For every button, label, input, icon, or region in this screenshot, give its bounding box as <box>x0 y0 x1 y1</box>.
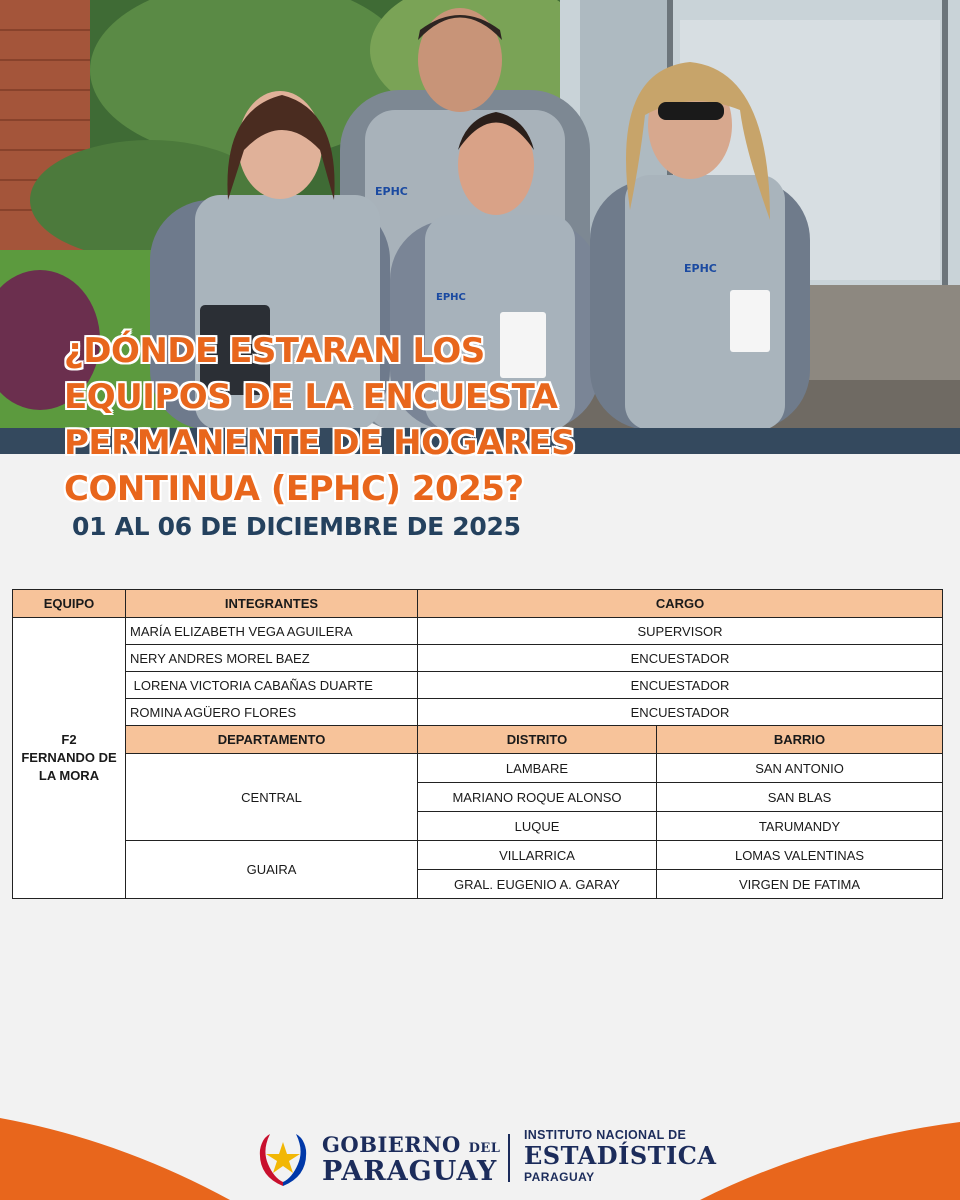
team-table <box>12 589 943 899</box>
header-role: CARGO <box>418 590 943 618</box>
department-cell: GUAIRA <box>126 841 418 899</box>
member-name: MARÍA ELIZABETH VEGA AGUILERA <box>126 618 418 645</box>
ine-wordmark <box>524 1128 716 1184</box>
district-cell: MARIANO ROQUE ALONSO <box>418 783 657 812</box>
table-row <box>13 672 943 699</box>
table-row <box>13 645 943 672</box>
gobierno-wordmark <box>322 1132 500 1187</box>
team-code: F2 <box>61 732 77 747</box>
district-cell: LUQUE <box>418 812 657 841</box>
vest-label: EPHC <box>684 262 717 275</box>
header-team: EQUIPO <box>13 590 126 618</box>
member-name: NERY ANDRES MOREL BAEZ <box>126 645 418 672</box>
member-role: ENCUESTADOR <box>418 699 943 726</box>
member-role: ENCUESTADOR <box>418 672 943 699</box>
headline-line: ¿DÓNDE ESTARAN LOS <box>64 331 485 371</box>
gobierno-line2: PARAGUAY <box>322 1156 498 1187</box>
ine-line3: PARAGUAY <box>524 1170 595 1184</box>
gobierno-line1: GOBIERNO <box>322 1132 461 1157</box>
vest-label: EPHC <box>436 292 466 303</box>
neighborhood-cell: SAN BLAS <box>657 783 943 812</box>
headline <box>64 328 704 512</box>
gobierno-del: DEL <box>468 1141 501 1156</box>
table-row <box>13 699 943 726</box>
department-cell: CENTRAL <box>126 754 418 841</box>
district-cell: GRAL. EUGENIO A. GARAY <box>418 870 657 899</box>
district-cell: LAMBARE <box>418 754 657 783</box>
team-cell <box>13 618 126 899</box>
table-row <box>13 618 943 645</box>
header-department: DEPARTAMENTO <box>126 726 418 754</box>
headline-line: CONTINUA (EPHC) 2025? <box>64 469 524 509</box>
member-name: LORENA VICTORIA CABAÑAS DUARTE <box>126 672 418 699</box>
table-row <box>13 754 943 783</box>
member-role: ENCUESTADOR <box>418 645 943 672</box>
ine-line2: ESTADÍSTICA <box>524 1141 717 1170</box>
table-row <box>13 841 943 870</box>
table-header-row <box>13 590 943 618</box>
gobierno-seal-icon <box>252 1128 314 1190</box>
headline-line: EQUIPOS DE LA ENCUESTA <box>64 377 558 417</box>
member-name: ROMINA AGÜERO FLORES <box>126 699 418 726</box>
ine-line1: INSTITUTO NACIONAL DE <box>524 1128 687 1142</box>
team-name-line1: FERNANDO DE <box>21 750 117 765</box>
district-cell: VILLARRICA <box>418 841 657 870</box>
vest-label: EPHC <box>375 185 408 198</box>
headline-line: PERMANENTE DE HOGARES <box>64 423 576 463</box>
footer-logos <box>252 1126 717 1190</box>
neighborhood-cell: SAN ANTONIO <box>657 754 943 783</box>
team-name-line2: LA MORA <box>38 768 100 783</box>
neighborhood-cell: VIRGEN DE FATIMA <box>657 870 943 899</box>
neighborhood-cell: LOMAS VALENTINAS <box>657 841 943 870</box>
header-neighborhood: BARRIO <box>657 726 943 754</box>
date-range: 01 AL 06 DE DICIEMBRE DE 2025 <box>72 512 521 541</box>
neighborhood-cell: TARUMANDY <box>657 812 943 841</box>
header-members: INTEGRANTES <box>126 590 418 618</box>
header-district: DISTRITO <box>418 726 657 754</box>
location-header-row <box>13 726 943 754</box>
member-role: SUPERVISOR <box>418 618 943 645</box>
logo-separator <box>508 1134 510 1182</box>
